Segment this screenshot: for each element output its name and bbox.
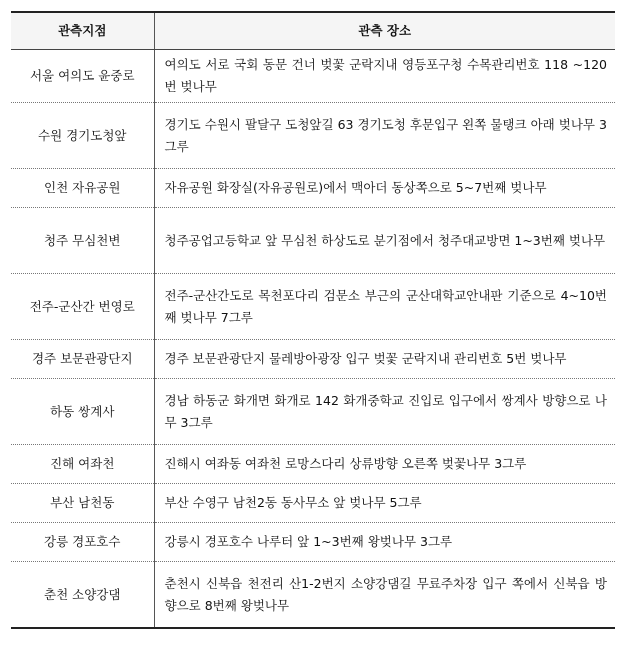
site-cell: 수원 경기도청앞: [11, 103, 154, 169]
table-row: [11, 523, 615, 562]
header-place: 관측 장소: [154, 12, 615, 50]
place-cell: 여의도 서로 국회 동문 건너 벚꽃 군락지내 영등포구청 수목관리번호 118 ~120번 벚나무: [154, 50, 615, 103]
table-row: [11, 169, 615, 208]
table-row: [11, 562, 615, 629]
table-row: [11, 379, 615, 445]
place-cell: 전주-군산간도로 목천포다리 검문소 부근의 군산대학교안내판 기준으로 4~10번째 벚나무 7그루: [154, 274, 615, 340]
table-row: [11, 50, 615, 103]
table-row: [11, 445, 615, 484]
site-cell: 춘천 소양강댐: [11, 562, 154, 629]
place-cell: 진해시 여좌동 여좌천 로망스다리 상류방향 오른쪽 벚꽃나무 3그루: [154, 445, 615, 484]
place-cell: 자유공원 화장실(자유공원로)에서 맥아더 동상쪽으로 5~7번째 벚나무: [154, 169, 615, 208]
place-cell: 강릉시 경포호수 나루터 앞 1~3번째 왕벚나무 3그루: [154, 523, 615, 562]
site-cell: 경주 보문관광단지: [11, 340, 154, 379]
site-cell: 강릉 경포호수: [11, 523, 154, 562]
observation-table-container: [11, 11, 615, 629]
site-cell: 청주 무심천변: [11, 208, 154, 274]
place-cell: 부산 수영구 남천2동 동사무소 앞 벚나무 5그루: [154, 484, 615, 523]
table-row: [11, 208, 615, 274]
site-cell: 서울 여의도 윤중로: [11, 50, 154, 103]
place-cell: 경기도 수원시 팔달구 도청앞길 63 경기도청 후문입구 왼쪽 물탱크 아래 벚나무 3그루: [154, 103, 615, 169]
table-row: [11, 103, 615, 169]
place-cell: 경주 보문관광단지 물레방아광장 입구 벚꽃 군락지내 관리번호 5번 벚나무: [154, 340, 615, 379]
place-cell: 춘천시 신북읍 천전리 산1-2번지 소양강댐길 무료주차장 입구 쪽에서 신북읍 방향으로 8번째 왕벚나무: [154, 562, 615, 629]
table-row: [11, 340, 615, 379]
place-cell: 청주공업고등학교 앞 무심천 하상도로 분기점에서 청주대교방면 1~3번째 벚나무: [154, 208, 615, 274]
site-cell: 전주-군산간 번영로: [11, 274, 154, 340]
header-site: 관측지점: [11, 12, 154, 50]
header-row: [11, 12, 615, 50]
place-cell: 경남 하동군 화개면 화개로 142 화개중학교 진입로 입구에서 쌍계사 방향으로 나무 3그루: [154, 379, 615, 445]
site-cell: 하동 쌍계사: [11, 379, 154, 445]
site-cell: 진해 여좌천: [11, 445, 154, 484]
table-row: [11, 484, 615, 523]
site-cell: 부산 남천동: [11, 484, 154, 523]
table-row: [11, 274, 615, 340]
observation-table: [11, 11, 615, 629]
site-cell: 인천 자유공원: [11, 169, 154, 208]
